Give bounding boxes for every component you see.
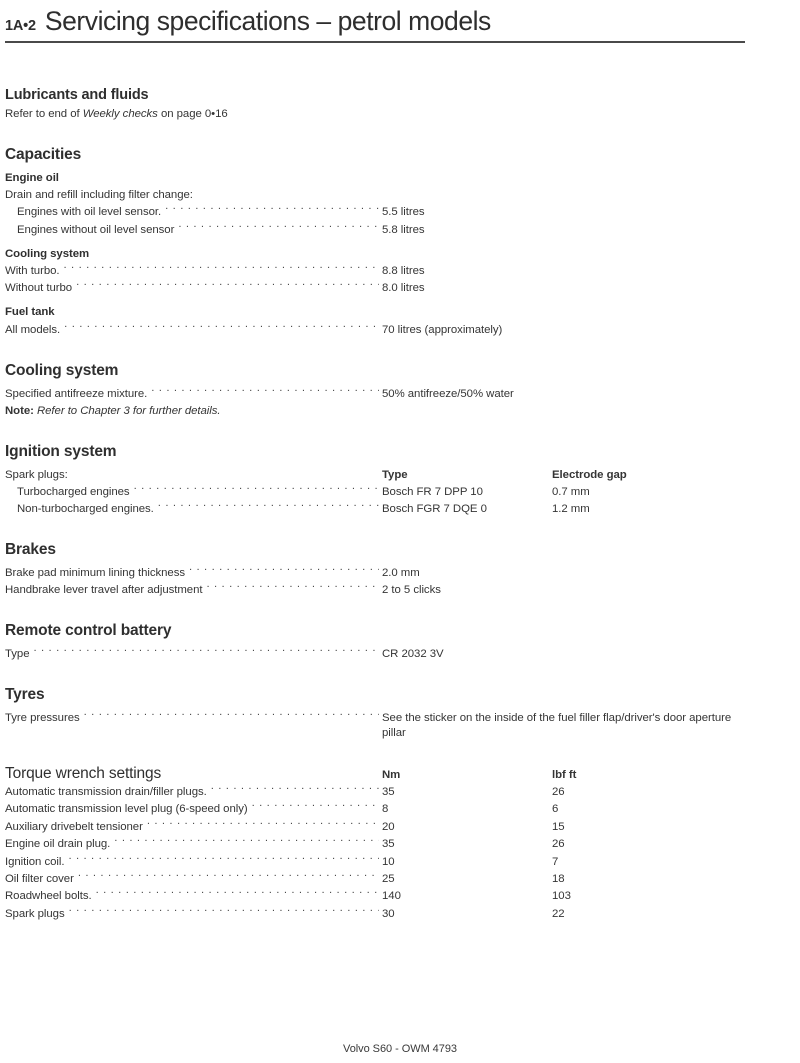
section-heading: Cooling system (5, 361, 119, 379)
row-left (5, 888, 382, 905)
dot-leader (178, 221, 379, 232)
dot-leader (69, 905, 379, 916)
torque-lbfft: 18 (552, 872, 565, 885)
spec-label: Turbocharged engines (17, 485, 130, 498)
spec-value: 5.8 litres (382, 223, 425, 236)
torque-lbfft: 103 (552, 890, 571, 903)
cooling-note (5, 403, 750, 420)
spec-value: 70 litres (approximately) (382, 323, 503, 336)
row-left (5, 853, 382, 870)
section-brakes (5, 540, 750, 599)
subsection-engine-oil-heading: Engine oil (5, 171, 59, 184)
spec-row (5, 582, 750, 599)
spacer (5, 297, 750, 304)
note-label: Note: (5, 404, 34, 417)
spec-label: Ignition coil. (5, 855, 65, 868)
row-left (5, 466, 382, 483)
spacer (5, 239, 750, 246)
dot-leader (72, 466, 379, 477)
spec-label: All models. (5, 323, 61, 336)
dot-leader (207, 582, 380, 593)
spec-label: Specified antifreeze mixture. (5, 387, 148, 400)
spacer (5, 663, 750, 685)
spec-row (5, 710, 750, 742)
section-lubricants-and-fluids (5, 86, 750, 123)
spec-label: Auxiliary drivebelt tensioner (5, 820, 143, 833)
spec-label: Non-turbocharged engines. (17, 503, 154, 516)
spec-label: Engine oil drain plug. (5, 838, 111, 851)
spec-label: Without turbo (5, 282, 73, 295)
table-row (5, 888, 750, 905)
section-heading: Tyres (5, 686, 45, 704)
section-ignition-system (5, 442, 750, 519)
dot-leader (158, 501, 379, 512)
spec-label: With turbo. (5, 265, 60, 278)
dot-leader (64, 322, 379, 333)
table-row (5, 836, 750, 853)
column-header-nm: Nm (382, 768, 401, 781)
row-left (5, 784, 382, 801)
row-left (5, 582, 382, 599)
torque-nm: 35 (382, 786, 395, 799)
dot-leader (147, 818, 379, 829)
dot-leader (165, 204, 379, 215)
row-left (5, 204, 382, 221)
spark-plugs-label: Spark plugs: (5, 468, 68, 481)
torque-lbfft: 26 (552, 786, 565, 799)
dot-leader (114, 836, 379, 847)
row-left (5, 385, 382, 402)
spacer (5, 599, 750, 621)
spec-row (5, 263, 750, 280)
spec-label: Engines without oil level sensor (17, 223, 175, 236)
torque-nm: 25 (382, 872, 395, 885)
page-number: 1A•2 (5, 18, 36, 34)
torque-nm: 140 (382, 890, 401, 903)
masthead-divider (5, 41, 745, 43)
spacer (5, 339, 750, 361)
row-left (5, 322, 382, 339)
spec-value-gap: 1.2 mm (552, 503, 590, 516)
spec-label: Roadwheel bolts. (5, 890, 92, 903)
torque-lbfft: 6 (552, 803, 559, 816)
spec-row (5, 646, 750, 663)
spec-label: Oil filter cover (5, 872, 74, 885)
section-heading: Torque wrench settings (5, 764, 162, 782)
spec-label: Handbrake lever travel after adjustment (5, 584, 203, 597)
spec-value: 8.0 litres (382, 282, 425, 295)
page-masthead (5, 8, 745, 35)
spec-value: 2 to 5 clicks (382, 584, 441, 597)
spec-value: 8.8 litres (382, 265, 425, 278)
section-heading: Remote control battery (5, 622, 172, 640)
section-remote-control-battery (5, 621, 750, 663)
spacer (5, 123, 750, 145)
spec-label: Tyre pressures (5, 711, 80, 724)
dot-leader (211, 784, 379, 795)
spec-value: CR 2032 3V (382, 648, 444, 661)
spec-value: See the sticker on the inside of the fuel filler flap/driver's door aperture pillar (382, 711, 732, 740)
torque-lbfft: 7 (552, 855, 559, 868)
spec-value: 2.0 mm (382, 567, 420, 580)
note-text: Refer to Chapter 3 for further details. (33, 404, 221, 417)
table-row (5, 871, 750, 888)
refer-italic: Weekly checks (82, 108, 158, 121)
dot-leader (189, 565, 379, 576)
spec-label: Automatic transmission level plug (6-speed only) (5, 803, 248, 816)
page-content (5, 86, 750, 923)
column-header-lbfft: lbf ft (552, 768, 577, 781)
spacer (5, 742, 750, 764)
row-left (5, 818, 382, 835)
spec-value-type: Bosch FR 7 DPP 10 (382, 485, 483, 498)
section-capacities (5, 145, 750, 339)
spec-label: Engines with oil level sensor. (17, 206, 162, 219)
subsection-cooling-capacity-heading: Cooling system (5, 247, 90, 260)
spec-label: Automatic transmission drain/filler plugs. (5, 786, 207, 799)
row-left (5, 801, 382, 818)
section-heading: Ignition system (5, 442, 117, 460)
row-left (5, 501, 382, 518)
spacer (5, 420, 750, 442)
spec-row (5, 501, 750, 518)
dot-leader (252, 801, 379, 812)
torque-lbfft: 26 (552, 838, 565, 851)
spec-value: 5.5 litres (382, 206, 425, 219)
subsection-fuel-tank-heading: Fuel tank (5, 306, 55, 319)
column-header-type: Type (382, 468, 408, 481)
spec-value-type: Bosch FGR 7 DQE 0 (382, 503, 487, 516)
torque-nm: 8 (382, 803, 389, 816)
page-footer: Volvo S60 - OWM 4793 (343, 1043, 457, 1055)
spec-row (5, 204, 750, 221)
dot-leader (134, 484, 379, 495)
refer-suffix: on page 0•16 (157, 108, 228, 121)
row-left (5, 836, 382, 853)
row-left (5, 280, 382, 297)
spec-row (5, 322, 750, 339)
section-cooling-system (5, 361, 750, 420)
spec-row (5, 565, 750, 582)
spec-label: Spark plugs (5, 907, 65, 920)
spec-label: Type (5, 648, 30, 661)
page-title: Servicing specifications – petrol models (44, 6, 491, 36)
dot-leader (76, 280, 379, 291)
torque-nm: 20 (382, 820, 395, 833)
torque-lbfft: 15 (552, 820, 565, 833)
row-left (5, 221, 382, 238)
ignition-column-header-row (5, 466, 750, 483)
row-left (5, 263, 382, 280)
dot-leader (96, 888, 379, 899)
dot-leader (78, 871, 379, 882)
dot-leader (165, 766, 379, 777)
dot-leader (84, 710, 379, 721)
engine-oil-intro: Drain and refill including filter change: (5, 188, 193, 201)
section-heading: Capacities (5, 146, 82, 164)
table-row (5, 818, 750, 835)
dot-leader (34, 646, 380, 657)
torque-nm: 10 (382, 855, 395, 868)
section-heading: Brakes (5, 541, 56, 559)
spacer (5, 518, 750, 540)
lubricants-refer-line (5, 106, 750, 123)
spec-row (5, 484, 750, 501)
torque-header-row (5, 764, 750, 784)
spec-value-gap: 0.7 mm (552, 485, 590, 498)
table-row (5, 784, 750, 801)
spec-row (5, 385, 750, 402)
refer-prefix: Refer to end of (5, 108, 83, 121)
dot-leader (68, 853, 379, 864)
table-row (5, 853, 750, 870)
row-left (5, 484, 382, 501)
section-tyres (5, 685, 750, 742)
section-torque-wrench-settings (5, 764, 750, 923)
dot-leader (151, 385, 379, 396)
spec-label: Brake pad minimum lining thickness (5, 567, 185, 580)
torque-lbfft: 22 (552, 907, 565, 920)
spec-row (5, 280, 750, 297)
row-left (5, 871, 382, 888)
table-row (5, 905, 750, 922)
torque-nm: 35 (382, 838, 395, 851)
row-left (5, 565, 382, 582)
column-header-electrode-gap: Electrode gap (552, 468, 627, 481)
spec-value: 50% antifreeze/50% water (382, 387, 514, 400)
row-left (5, 905, 382, 922)
section-heading: Lubricants and fluids (5, 87, 149, 103)
row-left (5, 710, 382, 727)
torque-nm: 30 (382, 907, 395, 920)
row-left (5, 646, 382, 663)
table-row (5, 801, 750, 818)
spec-row (5, 221, 750, 238)
row-left (5, 764, 382, 783)
dot-leader (64, 263, 379, 274)
